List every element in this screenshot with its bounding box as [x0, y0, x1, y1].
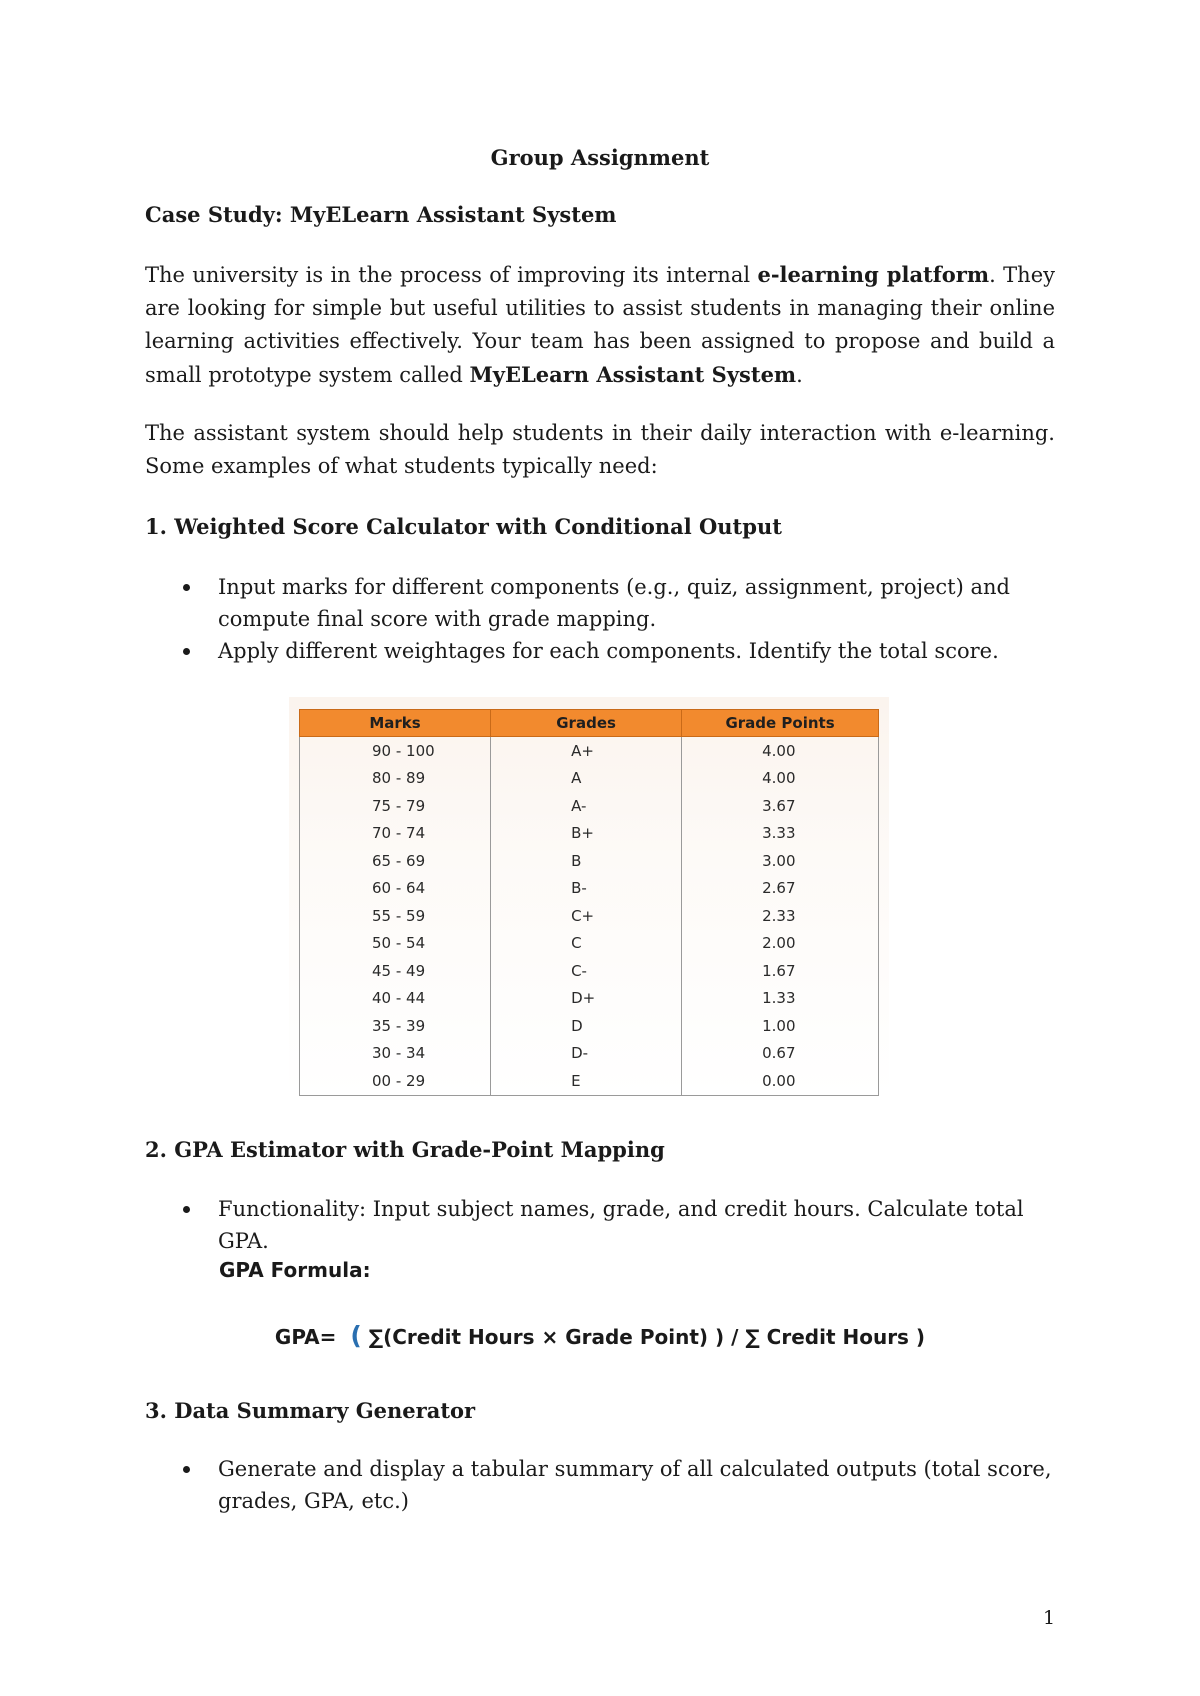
- section3-heading: 3. Data Summary Generator: [145, 1398, 476, 1423]
- case-study-heading: Case Study: MyELearn Assistant System: [145, 202, 617, 227]
- table-row: [300, 820, 879, 848]
- bullet-item: Functionality: Input subject names, grade, and credit hours. Calculate total GPA.: [145, 1193, 1055, 1257]
- column-header-grades: Grades: [491, 710, 682, 737]
- cell-marks: 40 - 44: [300, 985, 491, 1013]
- cell-grade: B+: [491, 820, 682, 848]
- cell-grade: D: [491, 1012, 682, 1040]
- page-number: 1: [1043, 1607, 1056, 1629]
- intro-text-2: . They are looking for simple but useful utilities to assist students in managing their online learning activities effectively. Your team has been assigned to propose and build a small prototype system called: [145, 263, 1055, 387]
- cell-grade-points: 3.33: [682, 820, 879, 848]
- table-row: [300, 1040, 879, 1068]
- table-row: [300, 847, 879, 875]
- column-header-grade-points: Grade Points: [682, 710, 879, 737]
- cell-grade: E: [491, 1067, 682, 1095]
- cell-grade-points: 4.00: [682, 737, 879, 765]
- page-title: Group Assignment: [490, 145, 710, 170]
- grade-table: [299, 709, 879, 1096]
- table-row: [300, 1067, 879, 1095]
- grade-table-figure: [289, 697, 889, 1097]
- section1-bullets: [145, 571, 1055, 667]
- cell-grade-points: 0.67: [682, 1040, 879, 1068]
- cell-grade: B: [491, 847, 682, 875]
- bullet-item: Apply different weightages for each components. Identify the total score.: [145, 635, 1055, 667]
- cell-grade-points: 1.33: [682, 985, 879, 1013]
- cell-marks: 90 - 100: [300, 737, 491, 765]
- cell-marks: 65 - 69: [300, 847, 491, 875]
- cell-grade: A: [491, 765, 682, 793]
- cell-grade-points: 1.67: [682, 957, 879, 985]
- table-row: [300, 957, 879, 985]
- table-row: [300, 902, 879, 930]
- intro-paragraph: [145, 258, 1055, 392]
- cell-grade-points: 3.00: [682, 847, 879, 875]
- bullet-item: Input marks for different components (e.g., quiz, assignment, project) and compute final score with grade mapping.: [145, 571, 1055, 635]
- cell-grade-points: 2.00: [682, 930, 879, 958]
- table-row: [300, 765, 879, 793]
- gpa-formula: [0, 1321, 1200, 1350]
- cell-marks: 80 - 89: [300, 765, 491, 793]
- formula-body: ∑(Credit Hours × Grade Point) ) / ∑ Credit Hours ): [368, 1325, 926, 1349]
- cell-marks: 50 - 54: [300, 930, 491, 958]
- intro-bold-platform: e-learning platform: [757, 262, 990, 287]
- cell-marks: 75 - 79: [300, 792, 491, 820]
- cell-marks: 30 - 34: [300, 1040, 491, 1068]
- section1-heading: 1. Weighted Score Calculator with Conditional Output: [145, 514, 782, 539]
- grade-table-body: [300, 737, 879, 1096]
- intro-bold-system: MyELearn Assistant System: [469, 362, 797, 387]
- cell-grade: A-: [491, 792, 682, 820]
- table-row: [300, 875, 879, 903]
- cell-marks: 00 - 29: [300, 1067, 491, 1095]
- cell-grade: C-: [491, 957, 682, 985]
- cell-grade-points: 2.67: [682, 875, 879, 903]
- table-row: [300, 930, 879, 958]
- table-row: [300, 792, 879, 820]
- cell-marks: 70 - 74: [300, 820, 491, 848]
- cell-grade: B-: [491, 875, 682, 903]
- examples-paragraph: The assistant system should help students in their daily interaction with e-learning. Some examples of what students typically need:: [145, 421, 1055, 478]
- formula-open-paren: (: [350, 1321, 362, 1350]
- cell-grade: C: [491, 930, 682, 958]
- section2-bullets: [145, 1193, 1055, 1257]
- cell-grade-points: 1.00: [682, 1012, 879, 1040]
- cell-marks: 45 - 49: [300, 957, 491, 985]
- cell-grade-points: 0.00: [682, 1067, 879, 1095]
- formula-lhs: GPA=: [274, 1325, 337, 1349]
- cell-grade: C+: [491, 902, 682, 930]
- cell-marks: 60 - 64: [300, 875, 491, 903]
- section3-bullets: [145, 1453, 1055, 1517]
- table-row: [300, 985, 879, 1013]
- table-row: [300, 1012, 879, 1040]
- intro-text-3: .: [796, 363, 803, 387]
- cell-grade: D+: [491, 985, 682, 1013]
- cell-grade-points: 2.33: [682, 902, 879, 930]
- column-header-marks: Marks: [300, 710, 491, 737]
- cell-grade-points: 3.67: [682, 792, 879, 820]
- cell-grade-points: 4.00: [682, 765, 879, 793]
- cell-grade: A+: [491, 737, 682, 765]
- cell-grade: D-: [491, 1040, 682, 1068]
- table-row: [300, 737, 879, 765]
- cell-marks: 35 - 39: [300, 1012, 491, 1040]
- intro-text-1: The university is in the process of improving its internal: [145, 263, 758, 287]
- cell-marks: 55 - 59: [300, 902, 491, 930]
- gpa-formula-label: GPA Formula:: [219, 1258, 371, 1282]
- table-header-row: [300, 710, 879, 737]
- section2-heading: 2. GPA Estimator with Grade-Point Mapping: [145, 1137, 665, 1162]
- bullet-item: Generate and display a tabular summary of all calculated outputs (total score, grades, GPA, etc.): [145, 1453, 1055, 1517]
